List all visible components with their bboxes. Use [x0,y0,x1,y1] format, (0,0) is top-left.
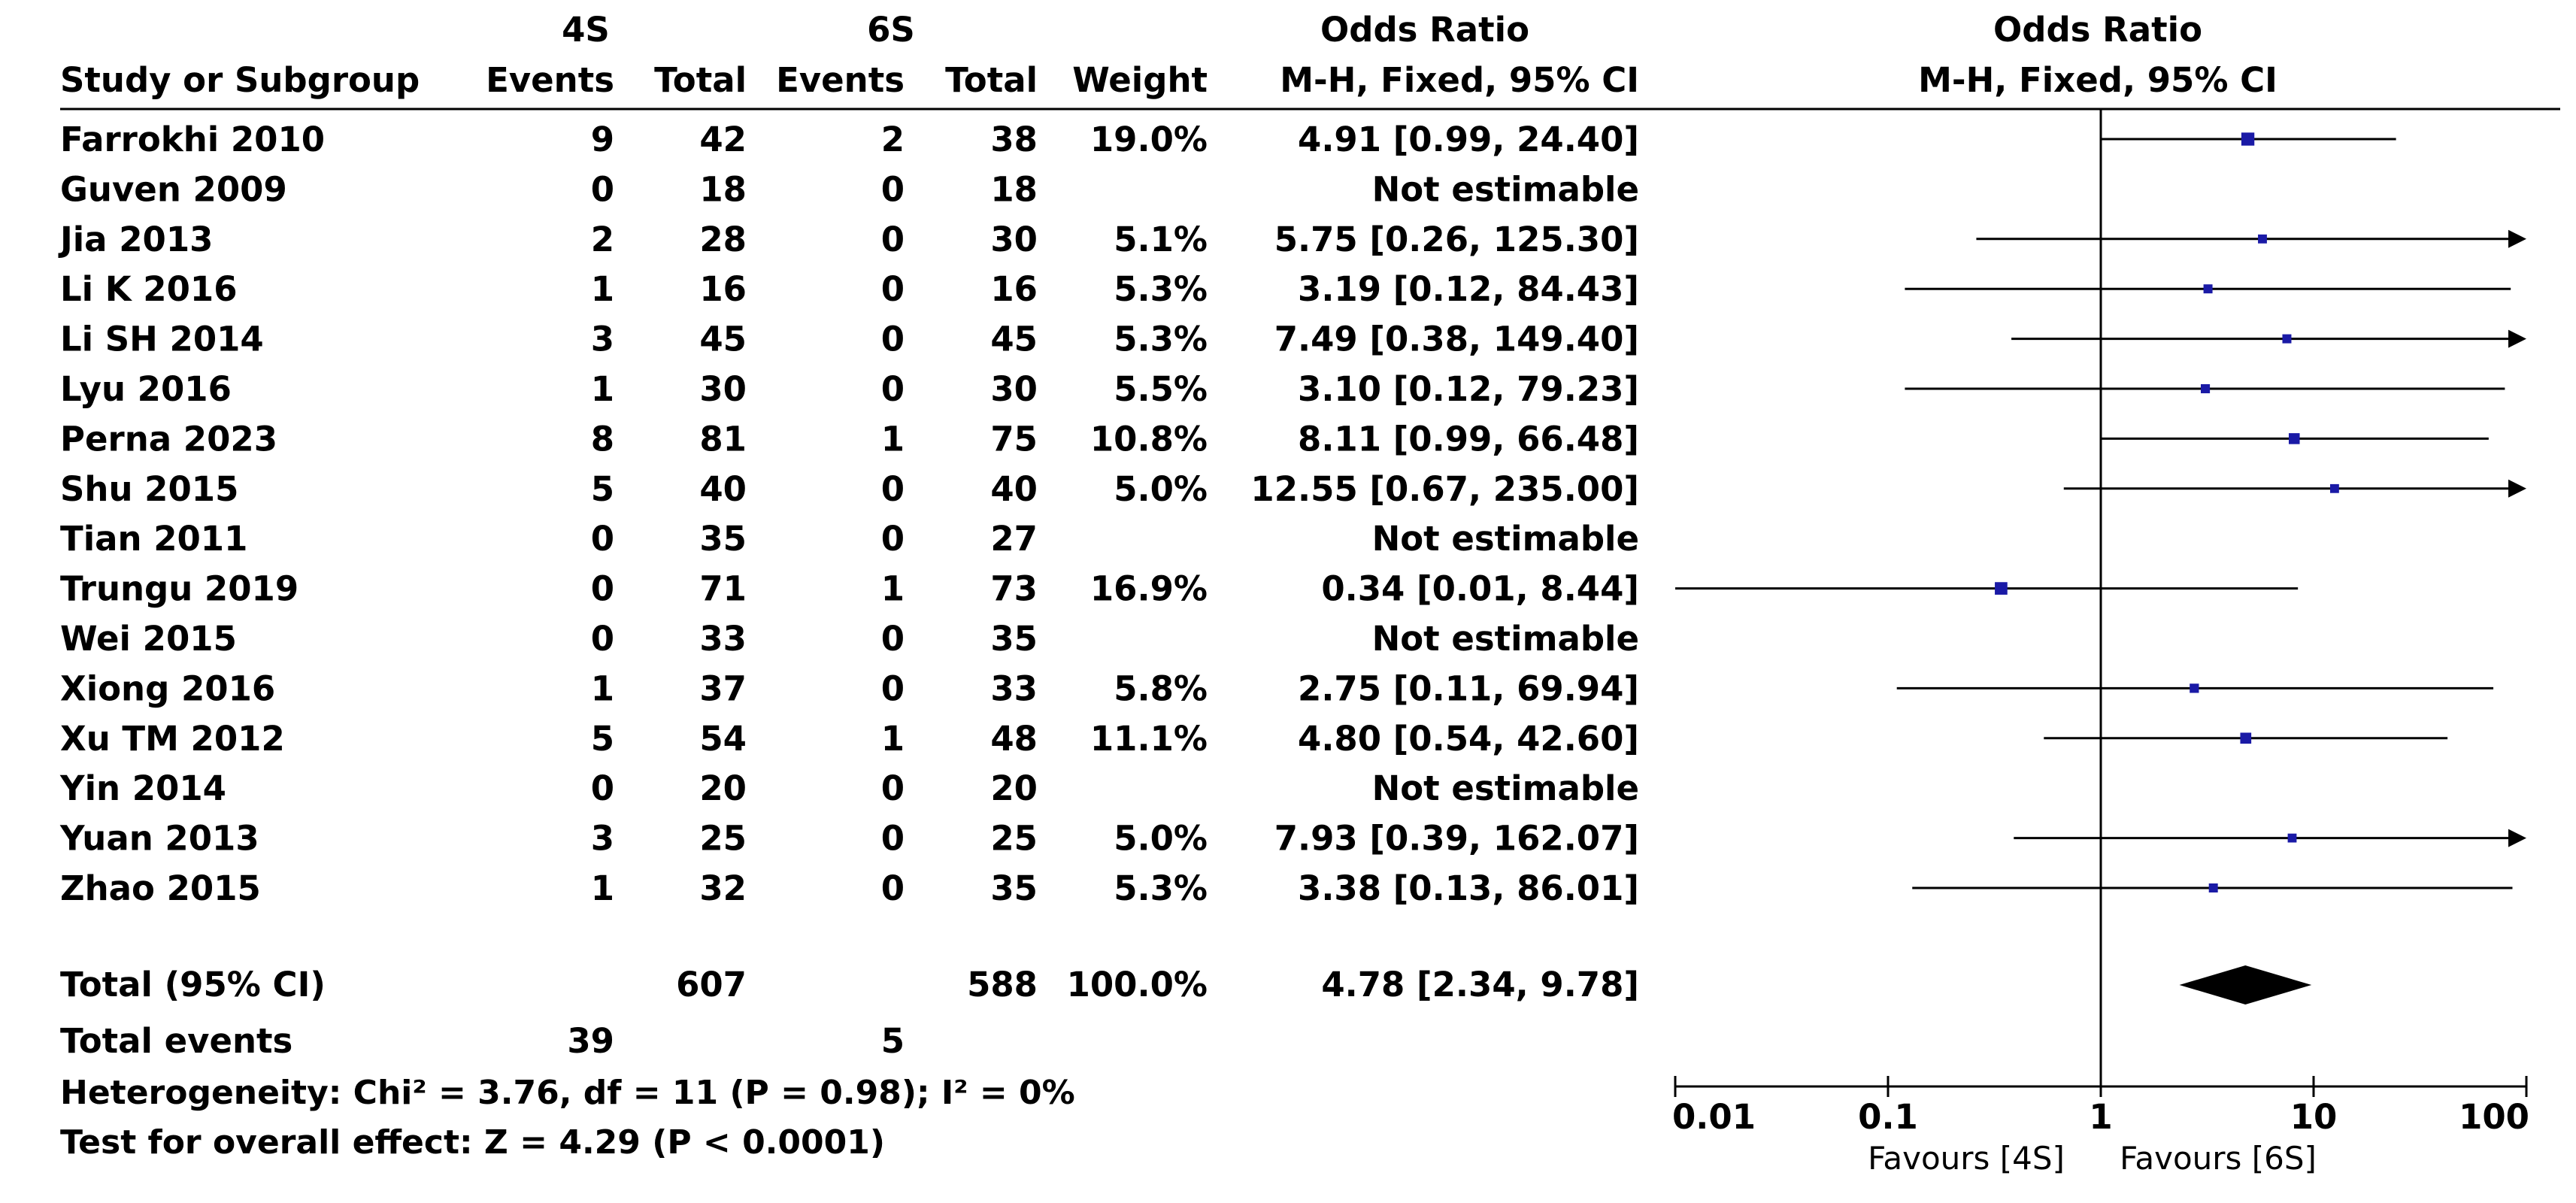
total-6s: 73 [990,568,1038,609]
header-or-method: M-H, Fixed, 95% CI [1280,60,1639,100]
total-6s: 33 [990,668,1038,709]
study-or-ci: 0.34 [0.01, 8.44] [1321,568,1639,609]
point-estimate [1995,582,2008,595]
study-weight: 5.5% [1114,369,1208,409]
study-name: Xiong 2016 [60,668,276,709]
events-6s: 0 [880,818,905,859]
total-4s: 20 [699,768,747,809]
total-6s: 16 [990,269,1038,310]
point-estimate [2190,683,2199,692]
study-or-ci: Not estimable [1371,169,1639,210]
total-4s: 35 [699,519,747,559]
study-or-ci: 2.75 [0.11, 69.94] [1298,668,1639,709]
study-name: Yuan 2013 [60,818,259,859]
header-total-4s: Total [654,60,747,100]
total-weight: 100.0% [1066,965,1208,1005]
point-estimate [2204,284,2213,293]
study-or-ci: 8.11 [0.99, 66.48] [1298,419,1639,459]
study-name: Farrokhi 2010 [60,120,326,159]
events-6s: 0 [880,369,905,409]
header-group-6s: 6S [867,10,915,50]
study-or-ci: Not estimable [1371,619,1639,659]
study-name: Lyu 2016 [60,369,232,409]
total-6s: 45 [990,319,1038,359]
events-6s: 2 [880,120,905,159]
header-group-4s: 4S [562,10,610,50]
total-4s: 33 [699,619,747,659]
events-4s: 3 [590,319,614,359]
events-6s: 0 [880,619,905,659]
point-estimate [2201,384,2210,393]
study-weight: 5.3% [1114,319,1208,359]
plot-area [1672,109,2529,1137]
x-tick-label: 10 [2290,1097,2338,1137]
overall-effect-text: Test for overall effect: Z = 4.29 (P < 0.0001) [60,1123,885,1162]
events-4s: 5 [590,468,614,509]
study-name: Li SH 2014 [60,319,264,359]
total-6s: 20 [990,768,1038,809]
header-total-6s: Total [945,60,1038,100]
total-6s: 35 [990,619,1038,659]
events-4s: 5 [590,718,614,759]
events-4s: 0 [590,768,614,809]
study-weight: 11.1% [1089,718,1208,759]
total-6s: 18 [990,169,1038,210]
events-4s: 1 [590,269,614,310]
study-name: Guven 2009 [60,169,287,210]
study-name: Shu 2015 [60,468,239,509]
study-or-ci: 4.80 [0.54, 42.60] [1298,718,1639,759]
study-name: Yin 2014 [60,768,226,809]
header-odds-ratio: Odds Ratio [1320,10,1529,50]
header-events-4s: Events [486,60,614,100]
events-4s: 0 [590,619,614,659]
events-4s: 0 [590,568,614,609]
events-6s: 0 [880,519,905,559]
study-weight: 19.0% [1089,120,1208,159]
study-weight: 5.8% [1114,668,1208,709]
favours-6s-label: Favours [6S] [2120,1140,2317,1177]
x-tick-label: 0.1 [1858,1097,1918,1137]
total-4s: 32 [699,868,747,908]
ci-arrow [2508,330,2526,348]
header-events-6s: Events [776,60,905,100]
events-6s: 1 [880,718,905,759]
total-n-4s: 607 [676,965,747,1005]
events-4s: 2 [590,219,614,259]
events-6s: 0 [880,319,905,359]
total-6s: 38 [990,120,1038,159]
plot-method: M-H, Fixed, 95% CI [1918,60,2277,100]
study-or-ci: 7.49 [0.38, 149.40] [1274,319,1639,359]
total-6s: 25 [990,818,1038,859]
study-weight: 5.3% [1114,868,1208,908]
total-6s: 27 [990,519,1038,559]
total-4s: 81 [699,419,747,459]
pooled-diamond [2179,965,2311,1005]
study-name: Tian 2011 [60,519,248,559]
total-events-4s: 39 [567,1021,614,1061]
events-6s: 1 [880,419,905,459]
events-6s: 0 [880,868,905,908]
events-6s: 0 [880,468,905,509]
point-estimate [2330,484,2339,493]
study-name: Xu TM 2012 [60,718,285,759]
point-estimate [2241,132,2254,145]
events-6s: 0 [880,269,905,310]
header-study: Study or Subgroup [60,60,420,100]
total-6s: 48 [990,718,1038,759]
x-tick-label: 0.01 [1672,1097,1756,1137]
point-estimate [2282,335,2291,344]
total-6s: 40 [990,468,1038,509]
events-6s: 0 [880,219,905,259]
ci-arrow [2508,230,2526,248]
study-weight: 5.0% [1114,818,1208,859]
events-6s: 0 [880,668,905,709]
study-weight: 5.0% [1114,468,1208,509]
point-estimate [2240,732,2251,744]
total-events-6s: 5 [880,1021,905,1061]
events-6s: 0 [880,768,905,809]
study-or-ci: 3.38 [0.13, 86.01] [1298,868,1639,908]
study-or-ci: 7.93 [0.39, 162.07] [1274,818,1639,859]
study-name: Jia 2013 [60,219,214,259]
point-estimate [2209,883,2218,892]
events-4s: 1 [590,668,614,709]
study-or-ci: 3.19 [0.12, 84.43] [1298,269,1639,310]
total-6s: 75 [990,419,1038,459]
total-4s: 16 [699,269,747,310]
events-6s: 0 [880,169,905,210]
total-4s: 30 [699,369,747,409]
study-weight: 5.3% [1114,269,1208,310]
study-name: Zhao 2015 [60,868,261,908]
point-estimate [2258,235,2267,244]
study-name: Li K 2016 [60,269,238,310]
study-or-ci: 5.75 [0.26, 125.30] [1274,219,1639,259]
total-ci: 4.78 [2.34, 9.78] [1321,965,1639,1005]
study-rows [58,120,1639,908]
x-tick-label: 100 [2459,1097,2529,1137]
total-4s: 54 [699,718,747,759]
total-4s: 40 [699,468,747,509]
favours-4s-label: Favours [4S] [1868,1140,2065,1177]
header-weight: Weight [1072,60,1208,100]
study-or-ci: Not estimable [1371,768,1639,809]
total-6s: 35 [990,868,1038,908]
ci-arrow [2508,480,2526,498]
events-4s: 0 [590,519,614,559]
plot-title: Odds Ratio [1993,10,2202,50]
study-or-ci: 4.91 [0.99, 24.40] [1298,120,1639,159]
total-events-label: Total events [60,1021,293,1061]
study-weight: 10.8% [1089,419,1208,459]
total-4s: 42 [699,120,747,159]
total-4s: 25 [699,818,747,859]
ci-arrow [2508,829,2526,847]
study-or-ci: 3.10 [0.12, 79.23] [1298,369,1639,409]
study-weight: 16.9% [1089,568,1208,609]
study-or-ci: 12.55 [0.67, 235.00] [1250,468,1639,509]
events-4s: 0 [590,169,614,210]
point-estimate [2289,433,2300,444]
total-4s: 45 [699,319,747,359]
total-4s: 28 [699,219,747,259]
events-4s: 1 [590,369,614,409]
heterogeneity-text: Heterogeneity: Chi² = 3.76, df = 11 (P = 0.98); I² = 0% [60,1074,1075,1112]
study-or-ci: Not estimable [1371,519,1639,559]
total-4s: 37 [699,668,747,709]
study-name: Perna 2023 [60,419,278,459]
x-tick-label: 1 [2089,1097,2113,1137]
study-name: Trungu 2019 [60,568,299,609]
study-weight: 5.1% [1114,219,1208,259]
total-n-6s: 588 [967,965,1038,1005]
total-6s: 30 [990,219,1038,259]
events-4s: 9 [590,120,614,159]
events-4s: 3 [590,818,614,859]
total-6s: 30 [990,369,1038,409]
study-name: Wei 2015 [60,619,237,659]
events-6s: 1 [880,568,905,609]
total-4s: 71 [699,568,747,609]
total-4s: 18 [699,169,747,210]
total-label: Total (95% CI) [60,965,326,1005]
events-4s: 1 [590,868,614,908]
events-4s: 8 [590,419,614,459]
point-estimate [2288,834,2297,843]
